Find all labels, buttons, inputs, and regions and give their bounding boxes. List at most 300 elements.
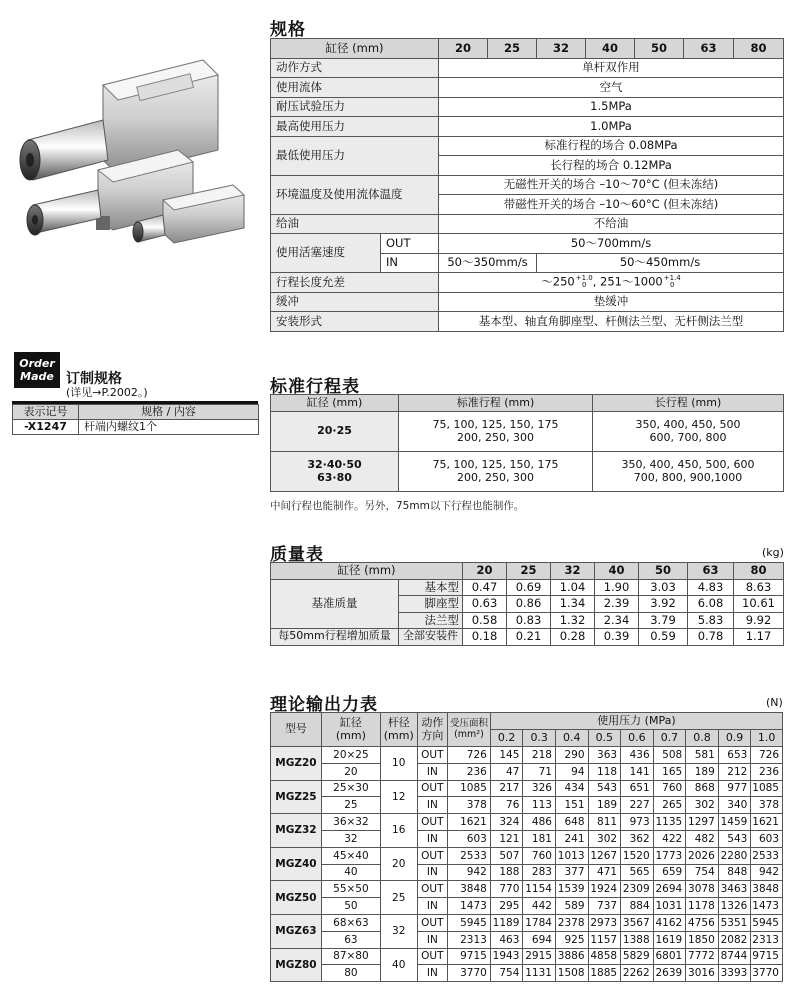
force-bore: 50	[321, 898, 380, 915]
spec-tolerance-label: 行程长度允差	[271, 273, 439, 293]
order-col-content: 规格 / 内容	[79, 405, 259, 420]
stroke-long: 350, 400, 450, 500, 600 700, 800, 900,1000	[593, 452, 784, 492]
spec-bore: 80	[734, 39, 784, 59]
spec-row-label: 使用流体	[271, 78, 439, 98]
force-value: 3886	[555, 948, 588, 965]
force-value: 3463	[718, 881, 751, 898]
force-value: 227	[621, 797, 654, 814]
table-row	[271, 780, 783, 797]
force-bore: 20×25	[321, 747, 380, 764]
force-dir: IN	[417, 898, 448, 915]
force-area: 2313	[448, 931, 491, 948]
spec-row-label: 动作方式	[271, 58, 439, 78]
force-dir: OUT	[417, 847, 448, 864]
spec-speed-in-large: 50～450mm/s	[537, 253, 784, 273]
spec-tolerance-value	[439, 273, 784, 293]
force-value: 2533	[751, 847, 783, 864]
order-code: -X1247	[13, 420, 79, 435]
force-dir: OUT	[417, 780, 448, 797]
order-content: 杆端内螺纹1个	[79, 420, 259, 435]
spec-speed-label: 使用活塞速度	[271, 234, 381, 273]
force-rod: 20	[380, 847, 417, 881]
force-value: 218	[523, 747, 556, 764]
mass-bore-label: 缸径 (mm)	[271, 563, 463, 580]
force-value: 241	[555, 830, 588, 847]
spec-cushion-label: 缓冲	[271, 292, 439, 312]
force-value: 508	[653, 747, 686, 764]
mass-value: 0.86	[507, 596, 551, 613]
force-col-bore: 缸径 (mm)	[321, 713, 380, 747]
force-value: 543	[718, 830, 751, 847]
mass-type: 脚座型	[399, 596, 463, 613]
mass-value: 0.59	[639, 629, 688, 646]
table-row	[271, 931, 783, 948]
force-value: 1621	[751, 814, 783, 831]
mass-value: 6.08	[688, 596, 734, 613]
force-value: 3567	[621, 914, 654, 931]
force-pressure: 0.5	[588, 730, 621, 747]
mass-value: 0.83	[507, 612, 551, 629]
force-value: 1473	[751, 898, 783, 915]
force-value: 1031	[653, 898, 686, 915]
force-model: MGZ63	[271, 914, 322, 948]
mass-value: 8.63	[734, 579, 784, 596]
force-dir: OUT	[417, 881, 448, 898]
mass-bore: 32	[551, 563, 595, 580]
force-area: 378	[448, 797, 491, 814]
force-value: 1154	[523, 881, 556, 898]
force-value: 760	[523, 847, 556, 864]
force-bore: 55×50	[321, 881, 380, 898]
stroke-col-long: 长行程 (mm)	[593, 395, 784, 412]
spec-min-pressure-long: 长行程的场合 0.12MPa	[439, 156, 784, 176]
force-value: 1157	[588, 931, 621, 948]
force-value: 651	[621, 780, 654, 797]
force-dir: IN	[417, 830, 448, 847]
spec-row-value: 空气	[439, 78, 784, 98]
force-value: 340	[718, 797, 751, 814]
force-value: 737	[588, 898, 621, 915]
force-bore: 20	[321, 763, 380, 780]
force-value: 436	[621, 747, 654, 764]
force-bore: 25×30	[321, 780, 380, 797]
spec-temp-label: 环境温度及使用流体温度	[271, 175, 439, 214]
force-area: 3770	[448, 965, 491, 982]
force-value: 1388	[621, 931, 654, 948]
spec-row-value: 1.5MPa	[439, 97, 784, 117]
force-value: 141	[621, 763, 654, 780]
spec-row-value: 1.0MPa	[439, 117, 784, 137]
mass-bore: 80	[734, 563, 784, 580]
force-area: 1085	[448, 780, 491, 797]
force-value: 377	[555, 864, 588, 881]
force-value: 565	[621, 864, 654, 881]
spec-temp-no-switch: 无磁性开关的场合 –10～70°C (但未冻结)	[439, 175, 784, 195]
force-value: 868	[686, 780, 719, 797]
force-value: 212	[718, 763, 751, 780]
spec-speed-in-small: 50～350mm/s	[439, 253, 537, 273]
force-bore: 32	[321, 830, 380, 847]
table-row	[271, 965, 783, 982]
spec-mounting-label: 安装形式	[271, 312, 439, 332]
force-value: 1178	[686, 898, 719, 915]
mass-bore: 40	[595, 563, 639, 580]
table-row	[271, 864, 783, 881]
force-value: 2280	[718, 847, 751, 864]
force-value: 760	[653, 780, 686, 797]
force-value: 8744	[718, 948, 751, 965]
mass-bore: 50	[639, 563, 688, 580]
force-value: 283	[523, 864, 556, 881]
force-pressure: 0.2	[490, 730, 523, 747]
spec-bore: 25	[488, 39, 537, 59]
force-value: 76	[490, 797, 523, 814]
force-value: 581	[686, 747, 719, 764]
force-col-dir: 动作 方向	[417, 713, 448, 747]
force-pressure: 1.0	[751, 730, 783, 747]
spec-bore: 20	[439, 39, 488, 59]
force-value: 47	[490, 763, 523, 780]
force-value: 1784	[523, 914, 556, 931]
mass-value: 1.32	[551, 612, 595, 629]
mass-value: 3.92	[639, 596, 688, 613]
tolerance-sep: ,	[592, 274, 597, 289]
force-area: 603	[448, 830, 491, 847]
spec-mounting-value: 基本型、轴直角脚座型、杆侧法兰型、无杆侧法兰型	[439, 312, 784, 332]
mass-type: 基本型	[399, 579, 463, 596]
force-rod: 12	[380, 780, 417, 814]
force-area: 726	[448, 747, 491, 764]
force-area: 5945	[448, 914, 491, 931]
force-value: 603	[751, 830, 783, 847]
force-value: 302	[686, 797, 719, 814]
force-value: 2378	[555, 914, 588, 931]
force-pressure: 0.6	[621, 730, 654, 747]
force-value: 7772	[686, 948, 719, 965]
mass-value: 1.04	[551, 579, 595, 596]
force-table	[270, 712, 783, 982]
mass-value: 1.17	[734, 629, 784, 646]
force-value: 121	[490, 830, 523, 847]
force-value: 1326	[718, 898, 751, 915]
force-value: 295	[490, 898, 523, 915]
force-value: 113	[523, 797, 556, 814]
force-bore: 36×32	[321, 814, 380, 831]
force-value: 977	[718, 780, 751, 797]
force-value: 4756	[686, 914, 719, 931]
mass-value: 5.83	[688, 612, 734, 629]
table-row	[271, 763, 783, 780]
force-value: 463	[490, 931, 523, 948]
table-row	[271, 830, 783, 847]
force-value: 118	[588, 763, 621, 780]
mass-value: 1.90	[595, 579, 639, 596]
force-value: 1135	[653, 814, 686, 831]
force-model: MGZ40	[271, 847, 322, 881]
order-table	[12, 404, 259, 435]
force-value: 1267	[588, 847, 621, 864]
mass-bore: 25	[507, 563, 551, 580]
force-value: 1924	[588, 881, 621, 898]
order-col-code: 表示记号	[13, 405, 79, 420]
force-value: 290	[555, 747, 588, 764]
force-area: 3848	[448, 881, 491, 898]
force-bore: 25	[321, 797, 380, 814]
table-row	[271, 797, 783, 814]
force-value: 507	[490, 847, 523, 864]
force-value: 4858	[588, 948, 621, 965]
mass-value: 0.21	[507, 629, 551, 646]
force-value: 362	[621, 830, 654, 847]
force-value: 482	[686, 830, 719, 847]
spec-bore: 63	[684, 39, 734, 59]
force-value: 3078	[686, 881, 719, 898]
mass-add-label: 每50mm行程增加质量	[271, 629, 399, 646]
force-value: 884	[621, 898, 654, 915]
force-dir: IN	[417, 763, 448, 780]
force-value: 726	[751, 747, 783, 764]
force-bore: 45×40	[321, 847, 380, 864]
force-value: 94	[555, 763, 588, 780]
spec-min-pressure-std: 标准行程的场合 0.08MPa	[439, 136, 784, 156]
force-dir: OUT	[417, 747, 448, 764]
mass-value: 0.28	[551, 629, 595, 646]
force-area: 236	[448, 763, 491, 780]
force-value: 659	[653, 864, 686, 881]
force-value: 326	[523, 780, 556, 797]
table-row	[271, 847, 783, 864]
stroke-title: 标准行程表	[270, 377, 360, 397]
force-value: 71	[523, 763, 556, 780]
stroke-long: 350, 400, 450, 500 600, 700, 800	[593, 412, 784, 452]
force-col-model: 型号	[271, 713, 322, 747]
force-value: 3770	[751, 965, 783, 982]
table-row	[271, 914, 783, 931]
force-value: 236	[751, 763, 783, 780]
force-model: MGZ50	[271, 881, 322, 915]
mass-value: 0.47	[463, 579, 507, 596]
force-value: 694	[523, 931, 556, 948]
mass-value: 2.34	[595, 612, 639, 629]
mass-bore: 20	[463, 563, 507, 580]
force-value: 324	[490, 814, 523, 831]
force-value: 363	[588, 747, 621, 764]
force-value: 442	[523, 898, 556, 915]
force-value: 1508	[555, 965, 588, 982]
force-dir: OUT	[417, 814, 448, 831]
force-value: 1520	[621, 847, 654, 864]
force-value: 9715	[751, 948, 783, 965]
stroke-bore: 20·25	[271, 412, 399, 452]
force-value: 2313	[751, 931, 783, 948]
spec-bore: 50	[635, 39, 684, 59]
force-value: 1539	[555, 881, 588, 898]
force-value: 5351	[718, 914, 751, 931]
spec-bore-label: 缸径 (mm)	[271, 39, 439, 59]
force-dir: OUT	[417, 948, 448, 965]
order-subtitle: (详见→P.2002。)	[66, 386, 148, 399]
force-value: 3016	[686, 965, 719, 982]
table-row	[271, 898, 783, 915]
force-value: 2915	[523, 948, 556, 965]
spec-bore: 40	[586, 39, 635, 59]
mass-value: 0.78	[688, 629, 734, 646]
force-value: 754	[686, 864, 719, 881]
force-value: 2694	[653, 881, 686, 898]
force-dir: IN	[417, 797, 448, 814]
force-model: MGZ25	[271, 780, 322, 814]
force-rod: 16	[380, 814, 417, 848]
stroke-col-bore: 缸径 (mm)	[271, 395, 399, 412]
stroke-table	[270, 394, 784, 492]
order-made-badge: Order Made	[14, 352, 60, 388]
force-value: 471	[588, 864, 621, 881]
force-area: 9715	[448, 948, 491, 965]
force-pressure: 0.8	[686, 730, 719, 747]
mass-add-type: 全部安装件	[399, 629, 463, 646]
spec-table	[270, 38, 784, 332]
spec-row-label: 耐压试验压力	[271, 97, 439, 117]
force-pressure: 0.4	[555, 730, 588, 747]
mass-table	[270, 562, 784, 646]
tolerance-range-2: 251～1000	[600, 274, 663, 289]
mass-value: 0.18	[463, 629, 507, 646]
force-rod: 25	[380, 881, 417, 915]
force-dir: OUT	[417, 914, 448, 931]
force-value: 1297	[686, 814, 719, 831]
spec-speed-out-label: OUT	[381, 234, 439, 254]
force-dir: IN	[417, 931, 448, 948]
force-value: 925	[555, 931, 588, 948]
mass-value: 9.92	[734, 612, 784, 629]
force-value: 2309	[621, 881, 654, 898]
tolerance-2: +1.4 0	[663, 274, 681, 290]
force-rod: 32	[380, 914, 417, 948]
spec-speed-out-value: 50～700mm/s	[439, 234, 784, 254]
tolerance-range-1: ～250	[541, 274, 575, 289]
force-value: 1189	[490, 914, 523, 931]
force-value: 811	[588, 814, 621, 831]
force-value: 181	[523, 830, 556, 847]
force-rod: 10	[380, 747, 417, 781]
table-row	[271, 747, 783, 764]
stroke-std: 75, 100, 125, 150, 175 200, 250, 300	[399, 412, 593, 452]
stroke-std: 75, 100, 125, 150, 175 200, 250, 300	[399, 452, 593, 492]
spec-title: 规格	[270, 20, 306, 40]
force-value: 1885	[588, 965, 621, 982]
force-col-rod: 杆径 (mm)	[380, 713, 417, 747]
force-col-area: 受压面积 (mm²)	[448, 713, 491, 747]
stroke-bore: 32·40·50 63·80	[271, 452, 399, 492]
spec-cushion-value: 垫缓冲	[439, 292, 784, 312]
mass-value: 0.63	[463, 596, 507, 613]
force-value: 1850	[686, 931, 719, 948]
force-value: 189	[588, 797, 621, 814]
force-value: 145	[490, 747, 523, 764]
force-model: MGZ20	[271, 747, 322, 781]
force-dir: IN	[417, 864, 448, 881]
force-bore: 63	[321, 931, 380, 948]
force-value: 5945	[751, 914, 783, 931]
force-title: 理论输出力表	[270, 695, 378, 715]
force-unit: (N)	[766, 696, 783, 709]
force-value: 973	[621, 814, 654, 831]
force-value: 1085	[751, 780, 783, 797]
force-pressure: 0.7	[653, 730, 686, 747]
force-value: 378	[751, 797, 783, 814]
force-value: 1459	[718, 814, 751, 831]
mass-bore: 63	[688, 563, 734, 580]
force-model: MGZ80	[271, 948, 322, 982]
mass-value: 0.58	[463, 612, 507, 629]
stroke-note: 中间行程也能制作。另外，75mm以下行程也能制作。	[270, 500, 525, 512]
force-value: 6801	[653, 948, 686, 965]
force-value: 653	[718, 747, 751, 764]
force-value: 2082	[718, 931, 751, 948]
table-row	[271, 948, 783, 965]
mass-value: 0.39	[595, 629, 639, 646]
force-value: 2639	[653, 965, 686, 982]
spec-temp-with-switch: 带磁性开关的场合 –10～60°C (但未冻结)	[439, 195, 784, 215]
force-value: 5829	[621, 948, 654, 965]
spec-lubrication-value: 不给油	[439, 214, 784, 234]
force-value: 3393	[718, 965, 751, 982]
force-rod: 40	[380, 948, 417, 982]
force-value: 265	[653, 797, 686, 814]
force-value: 1773	[653, 847, 686, 864]
force-value: 589	[555, 898, 588, 915]
table-row	[271, 814, 783, 831]
force-value: 1619	[653, 931, 686, 948]
force-value: 543	[588, 780, 621, 797]
force-value: 434	[555, 780, 588, 797]
tolerance-1: +1.0 0	[575, 274, 593, 290]
product-photo	[8, 40, 258, 250]
mass-value: 1.34	[551, 596, 595, 613]
stroke-col-std: 标准行程 (mm)	[399, 395, 593, 412]
spec-lubrication-label: 给油	[271, 214, 439, 234]
force-value: 1943	[490, 948, 523, 965]
force-value: 770	[490, 881, 523, 898]
mass-title: 质量表	[270, 545, 324, 565]
mass-value: 10.61	[734, 596, 784, 613]
force-col-pressure: 使用压力 (MPa)	[490, 713, 782, 730]
force-value: 1131	[523, 965, 556, 982]
force-area: 1621	[448, 814, 491, 831]
force-value: 1013	[555, 847, 588, 864]
force-value: 151	[555, 797, 588, 814]
table-row	[271, 881, 783, 898]
force-value: 486	[523, 814, 556, 831]
force-bore: 40	[321, 864, 380, 881]
force-value: 302	[588, 830, 621, 847]
force-dir: IN	[417, 965, 448, 982]
spec-speed-in-label: IN	[381, 253, 439, 273]
force-value: 165	[653, 763, 686, 780]
force-bore: 87×80	[321, 948, 380, 965]
force-value: 2973	[588, 914, 621, 931]
force-value: 2262	[621, 965, 654, 982]
force-value: 754	[490, 965, 523, 982]
force-value: 942	[751, 864, 783, 881]
force-area: 2533	[448, 847, 491, 864]
mass-value: 4.83	[688, 579, 734, 596]
force-value: 217	[490, 780, 523, 797]
force-bore: 68×63	[321, 914, 380, 931]
spec-row-label: 最高使用压力	[271, 117, 439, 137]
mass-value: 2.39	[595, 596, 639, 613]
force-value: 188	[490, 864, 523, 881]
